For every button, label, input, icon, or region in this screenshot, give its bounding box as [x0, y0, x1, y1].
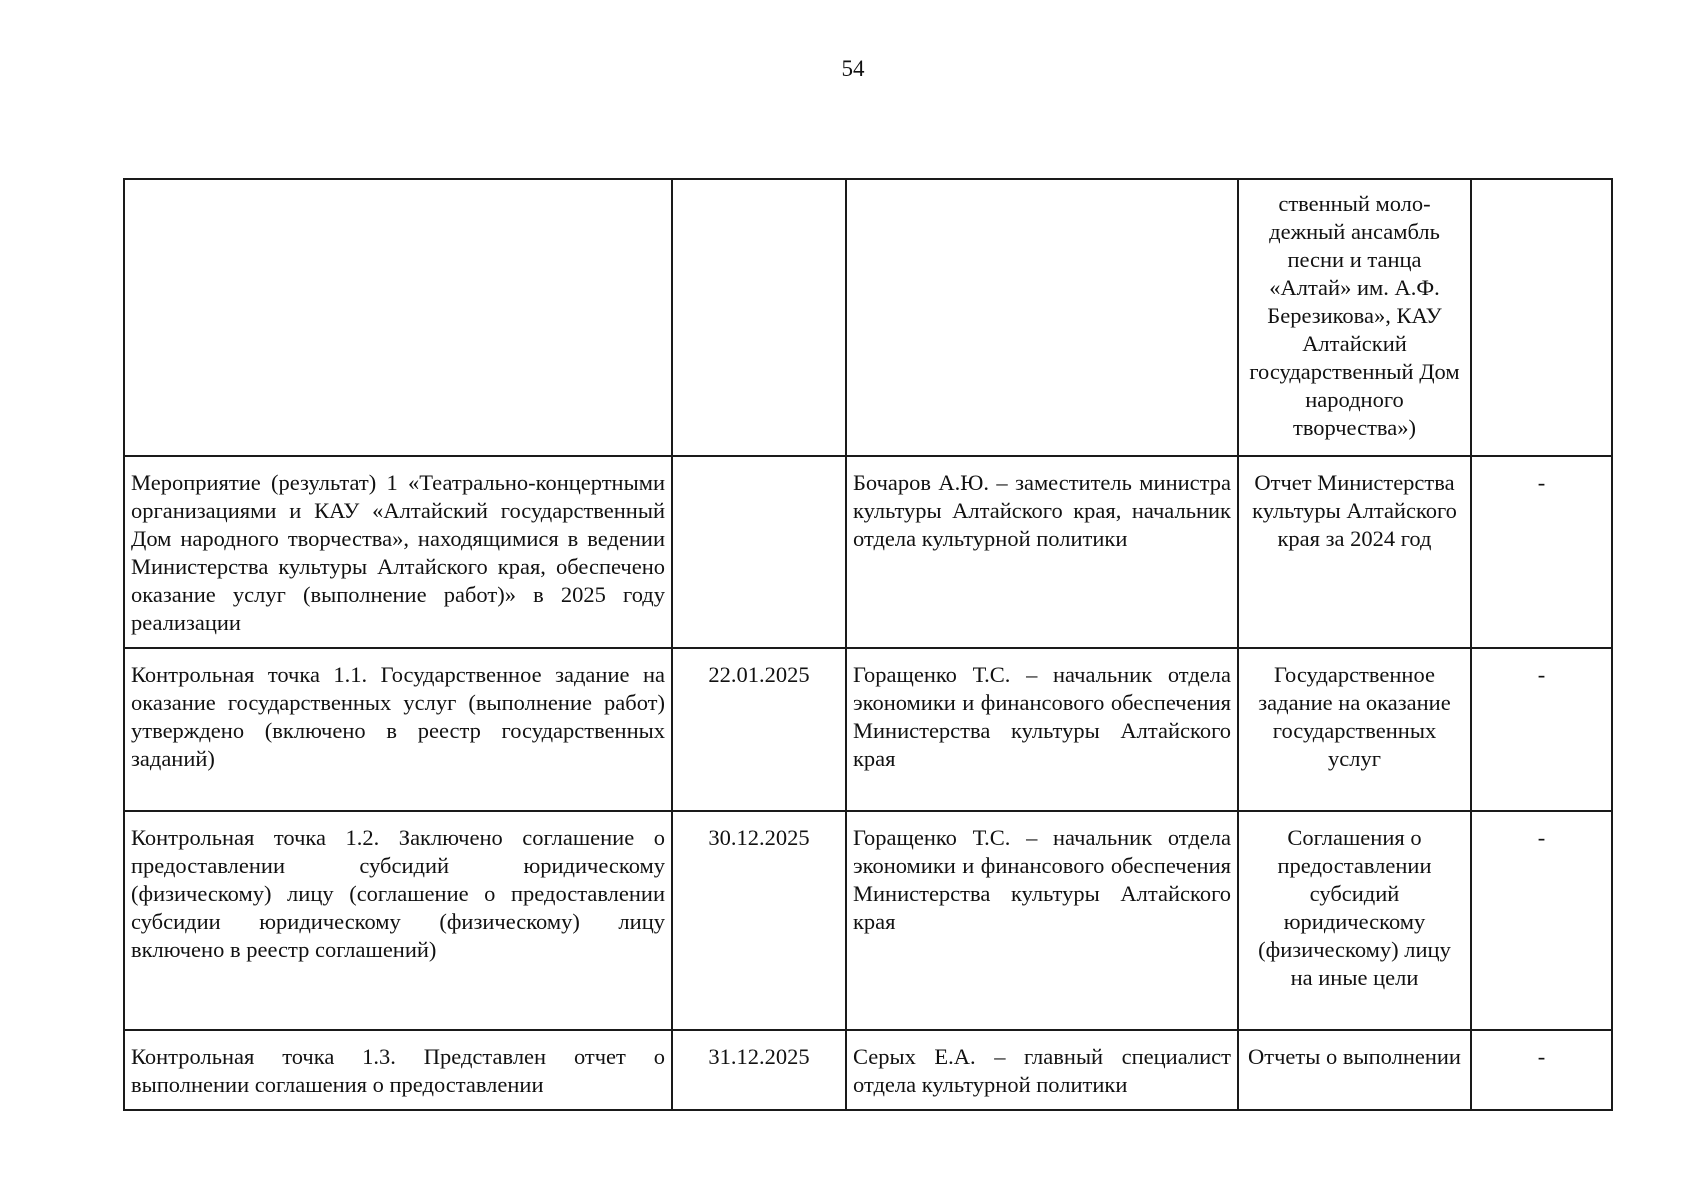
- responsible-cell: Бочаров А.Ю. – заместитель министра культуры Алтайского края, начальник отдела культурной политики: [846, 456, 1238, 648]
- description-cell: Контрольная точка 1.1. Государственное задание на оказание государственных услуг (выполнение работ) утверждено (включено в реестр государственных заданий): [124, 648, 672, 811]
- document-cell: Соглашения о предоставлении субсидий юридическому (физическому) лицу на иные цели: [1238, 811, 1471, 1030]
- date-cell: 22.01.2025: [672, 648, 846, 811]
- responsible-cell: [846, 179, 1238, 456]
- note-cell: -: [1471, 811, 1612, 1030]
- document-cell: Государственное задание на оказание государственных услуг: [1238, 648, 1471, 811]
- note-cell: -: [1471, 1030, 1612, 1110]
- table-row: [124, 648, 1612, 811]
- date-cell: 31.12.2025: [672, 1030, 846, 1110]
- date-cell: 30.12.2025: [672, 811, 846, 1030]
- document-cell: ственный моло-дежный ансамбль песни и танца «Алтай» им. А.Ф. Березикова», КАУ Алтайский государственный Дом народного творчества»): [1238, 179, 1471, 456]
- document-cell: Отчет Министерства культуры Алтайского края за 2024 год: [1238, 456, 1471, 648]
- note-cell: -: [1471, 456, 1612, 648]
- note-cell: -: [1471, 648, 1612, 811]
- responsible-cell: Горащенко Т.С. – начальник отдела экономики и финансового обеспечения Министерства культуры Алтайского края: [846, 648, 1238, 811]
- table-row: [124, 1030, 1612, 1110]
- table-row: [124, 456, 1612, 648]
- plan-table: [123, 178, 1613, 1111]
- responsible-cell: Серых Е.А. – главный специалист отдела культурной политики: [846, 1030, 1238, 1110]
- responsible-cell: Горащенко Т.С. – начальник отдела экономики и финансового обеспечения Министерства культуры Алтайского края: [846, 811, 1238, 1030]
- description-cell: Контрольная точка 1.2. Заключено соглашение о предоставлении субсидий юридическому (физическому) лицу (соглашение о предоставлении субсидии юридическому (физическому) лицу включено в реестр соглашений): [124, 811, 672, 1030]
- date-cell: [672, 179, 846, 456]
- note-cell: [1471, 179, 1612, 456]
- description-cell: Контрольная точка 1.3. Представлен отчет о выполнении соглашения о предоставлении: [124, 1030, 672, 1110]
- date-cell: [672, 456, 846, 648]
- document-cell: Отчеты о выполнении: [1238, 1030, 1471, 1110]
- table-row: [124, 811, 1612, 1030]
- description-cell: [124, 179, 672, 456]
- description-cell: Мероприятие (результат) 1 «Театрально-концертными организациями и КАУ «Алтайский государственный Дом народного творчества», находящимися в ведении Министерства культуры Алтайского края, обеспечено оказание услуг (выполнение работ)» в 2025 году реализации: [124, 456, 672, 648]
- table-row: [124, 179, 1612, 456]
- page-number: 54: [841, 56, 865, 81]
